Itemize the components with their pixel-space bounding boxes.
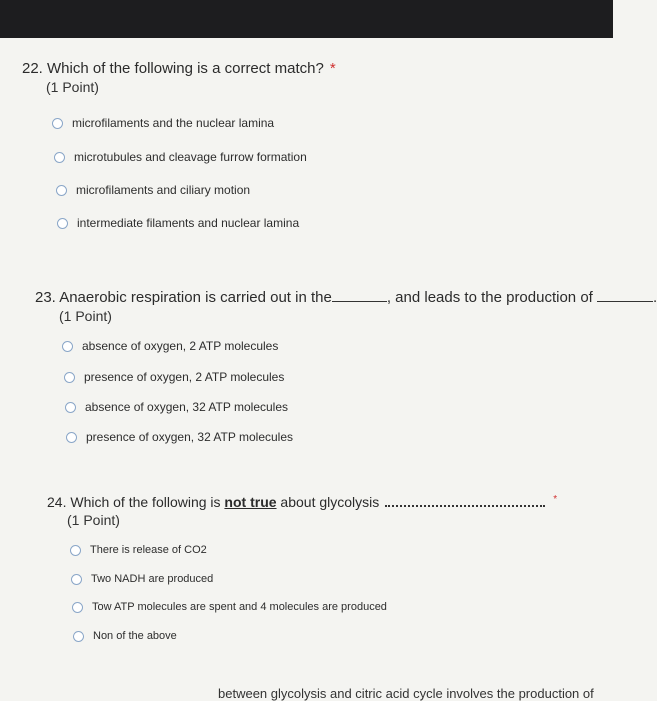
radio-button[interactable] (72, 602, 83, 613)
radio-button[interactable] (71, 574, 82, 585)
option-b[interactable] (64, 370, 284, 384)
question-title (22, 60, 336, 77)
question-text-continued: about glycolysis (276, 494, 380, 510)
option-label: microfilaments and the nuclear lamina (72, 116, 275, 130)
question-points: (1 Point) (46, 79, 99, 95)
option-label: Tow ATP molecules are spent and 4 molecules are produced (92, 601, 387, 613)
radio-button[interactable] (73, 631, 84, 642)
option-b[interactable] (71, 573, 213, 585)
radio-button[interactable] (62, 341, 73, 352)
radio-button[interactable] (66, 432, 77, 443)
option-label: presence of oxygen, 32 ATP molecules (86, 430, 294, 444)
option-label: microtubules and cleavage furrow formation (74, 150, 307, 164)
question-points: (1 Point) (59, 308, 112, 324)
radio-button[interactable] (70, 545, 81, 556)
option-d[interactable] (57, 216, 299, 230)
question-24 (47, 494, 557, 528)
option-label: There is release of CO2 (90, 544, 207, 556)
option-d[interactable] (73, 630, 177, 642)
required-mark: * (329, 60, 336, 77)
question-22 (22, 60, 336, 95)
option-a[interactable] (52, 116, 274, 130)
emphasis-text: not true (224, 494, 277, 510)
option-c[interactable] (56, 183, 250, 197)
radio-button[interactable] (54, 152, 65, 163)
option-label: intermediate filaments and nuclear lamina (77, 216, 300, 230)
option-label: absence of oxygen, 32 ATP molecules (85, 400, 289, 414)
required-mark: * (553, 494, 558, 505)
question-text: 24. Which of the following is (47, 494, 225, 510)
option-c[interactable] (65, 400, 288, 414)
fill-blank-2 (597, 288, 653, 302)
option-label: absence of oxygen, 2 ATP molecules (82, 339, 279, 353)
question-text-continued: , and leads to the production of (386, 289, 593, 306)
radio-button[interactable] (64, 372, 75, 383)
question-text-end: . (653, 289, 657, 306)
dotted-leader (385, 495, 545, 507)
radio-button[interactable] (65, 402, 76, 413)
question-23 (35, 288, 657, 324)
question-25-partial: between glycolysis and citric acid cycle involves the production of (218, 686, 594, 701)
radio-button[interactable] (56, 185, 67, 196)
option-label: Two NADH are produced (91, 573, 214, 585)
question-text: 22. Which of the following is a correct match? (22, 60, 324, 77)
question-title (35, 288, 657, 306)
radio-button[interactable] (57, 218, 68, 229)
option-label: Non of the above (93, 630, 177, 642)
top-bar (0, 0, 613, 38)
option-a[interactable] (70, 544, 207, 556)
option-label: microfilaments and ciliary motion (76, 183, 251, 197)
option-a[interactable] (62, 339, 278, 353)
option-d[interactable] (66, 430, 293, 444)
radio-button[interactable] (52, 118, 63, 129)
question-title (47, 494, 557, 510)
option-b[interactable] (54, 150, 307, 164)
option-label: presence of oxygen, 2 ATP molecules (84, 370, 285, 384)
question-points: (1 Point) (67, 512, 120, 528)
option-c[interactable] (72, 601, 387, 613)
question-text: 23. Anaerobic respiration is carried out in the (35, 289, 332, 306)
fill-blank-1 (332, 288, 387, 302)
